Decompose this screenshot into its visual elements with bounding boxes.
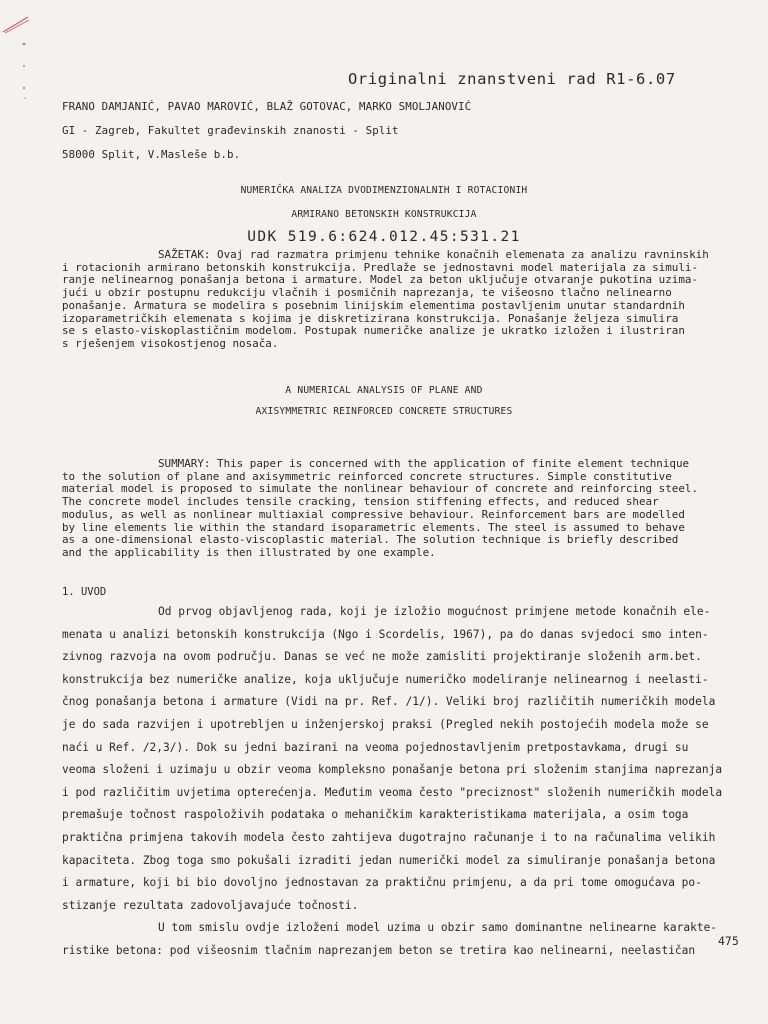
abstract-croatian: [62, 249, 712, 351]
body-line: je do sada razvijen i upotrebljen u inženjerskoj praksi (Pregled nekih postojećih modela može se: [62, 717, 709, 731]
body-line: U tom smislu ovdje izloženi model uzima u obzir samo dominantne nelinearne karakte-: [158, 921, 718, 935]
section-heading: 1. UVOD: [62, 586, 107, 598]
body-line: praktična primjena takovih modela često zahtijeva dugotrajno računanje i to na računalima velikih: [62, 830, 716, 844]
udk-classification: UDK 519.6:624.012.45:531.21: [247, 229, 521, 245]
body-line: menata u analizi betonskih konstrukcija (Ngo i Scordelis, 1967), pa do danas svjedoci smo inten-: [62, 627, 709, 641]
pencil-mark: [2, 14, 30, 34]
summary-line: modulus, as well as nonlinear multiaxial compressive behaviour. Reinforcement bars are modelled: [62, 507, 685, 521]
summary-line: SUMMARY: This paper is concerned with the application of finite element technique: [158, 457, 690, 470]
body-line: zivnog razvoja na ovom području. Danas se već ne može zamisliti projektiranje složenih arm.bet.: [62, 650, 702, 664]
paper-category-code: Originalni znanstveni rad R1-6.07: [348, 70, 676, 88]
summary-line: and the applicability is then illustrated by one example.: [62, 545, 436, 559]
body-line: veoma složeni i uzimaju u obzir veoma kompleksno ponašanje betona pri složenim stanjima naprezanja: [62, 763, 723, 777]
abstract-english: [62, 458, 712, 560]
authors: FRANO DAMJANIĆ, PAVAO MAROVIĆ, BLAŽ GOTOVAC, MARKO SMOLJANOVIĆ: [62, 100, 472, 113]
body-line: naći u Ref. /2,3/). Dok su jedni bazirani na veoma pojednostavljenim pretpostavkama, drugi su: [62, 740, 689, 754]
institution: GI - Zagreb, Fakultet građevinskih znanosti - Split: [62, 124, 399, 137]
body-line: premašuje točnost raspoloživih podataka o mehaničkim karakteristikama materijala, a osim toga: [62, 808, 689, 822]
address: 58000 Split, V.Masleše b.b.: [62, 148, 241, 161]
page-number: 475: [718, 934, 739, 948]
abstract-line: ponašanje. Armatura se modelira s posebnim linijskim elementima postavljenim unutar standardnih: [62, 298, 685, 312]
body-line: stizanje rezultata zadovoljavajuće točnosti.: [62, 898, 359, 912]
abstract-line: s rješenjem visokostjenog nosača.: [62, 336, 279, 350]
abstract-line: se s elasto-viskoplastičnim modelom. Postupak numeričke analize je ukratko izložen i ilustriran: [62, 324, 685, 338]
abstract-line: ranje nelinearnog ponašanja betona i armature. Model za beton uključuje otvaranje pukotina uzima-: [62, 273, 699, 287]
summary-line: The concrete model includes tensile cracking, tension stiffening effects, and reduced shear: [62, 495, 659, 509]
summary-line: by line elements lie within the standard isoparametric elements. The steel is assumed to behave: [62, 520, 685, 534]
abstract-line: i rotacionih armirano betonskih konstrukcija. Predlaže se jednostavni model materijala za simuli-: [62, 260, 699, 274]
scan-specks: [20, 40, 30, 110]
body-line: konstrukcija bez numeričke analize, koja uključuje numeričko modeliranje nelinearnog i neelasti-: [62, 672, 709, 686]
section-body: [62, 601, 723, 963]
title-croatian-line2: ARMIRANO BETONSKIH KONSTRUKCIJA: [291, 209, 477, 220]
summary-line: material model is proposed to simulate the nonlinear behaviour of concrete and reinforcing steel.: [62, 482, 699, 496]
abstract-line: jući u obzir postupnu redukciju vlačnih i posmičnih naprezanja, te višeosno tlačno nelinearno: [62, 286, 672, 300]
summary-line: to the solution of plane and axisymmetric reinforced concrete structures. Simple constitutive: [62, 469, 672, 483]
body-line: Od prvog objavljenog rada, koji je izložio mogućnost primjene metode konačnih ele-: [158, 605, 711, 618]
body-line: i armature, koji bi bio dovoljno jednostavan za praktičnu primjenu, a da pri tome omogućava po-: [62, 876, 702, 890]
abstract-line: izoparametričkih elemenata s kojima je diskretizirana konstrukcija. Ponašanje željeza simulira: [62, 311, 679, 325]
body-line: i pod različitim uvjetima opterećenja. Međutim veoma često "preciznost" složenih numeričkih modela: [62, 785, 723, 799]
body-line: ristike betona: pod višeosnim tlačnim naprezanjem beton se tretira kao nelinearni, neelastičan: [62, 943, 696, 957]
summary-line: as a one-dimensional elasto-viscoplastic material. The solution technique is briefly described: [62, 533, 679, 547]
title-english-line1: A NUMERICAL ANALYSIS OF PLANE AND: [285, 385, 483, 396]
abstract-line: SAŽETAK: Ovaj rad razmatra primjenu tehnike konačnih elemenata za analizu ravninskih: [158, 248, 709, 261]
body-line: čnog ponašanja betona i armature (Vidi na pr. Ref. /1/). Veliki broj različitih numeričkih modela: [62, 695, 716, 709]
title-english-line2: AXISYMMETRIC REINFORCED CONCRETE STRUCTURES: [255, 406, 513, 417]
body-line: kapaciteta. Zbog toga smo pokušali izraditi jedan numerički model za simuliranje ponašanja betona: [62, 853, 716, 867]
title-croatian-line1: NUMERIČKA ANALIZA DVODIMENZIONALNIH I ROTACIONIH: [240, 185, 528, 196]
